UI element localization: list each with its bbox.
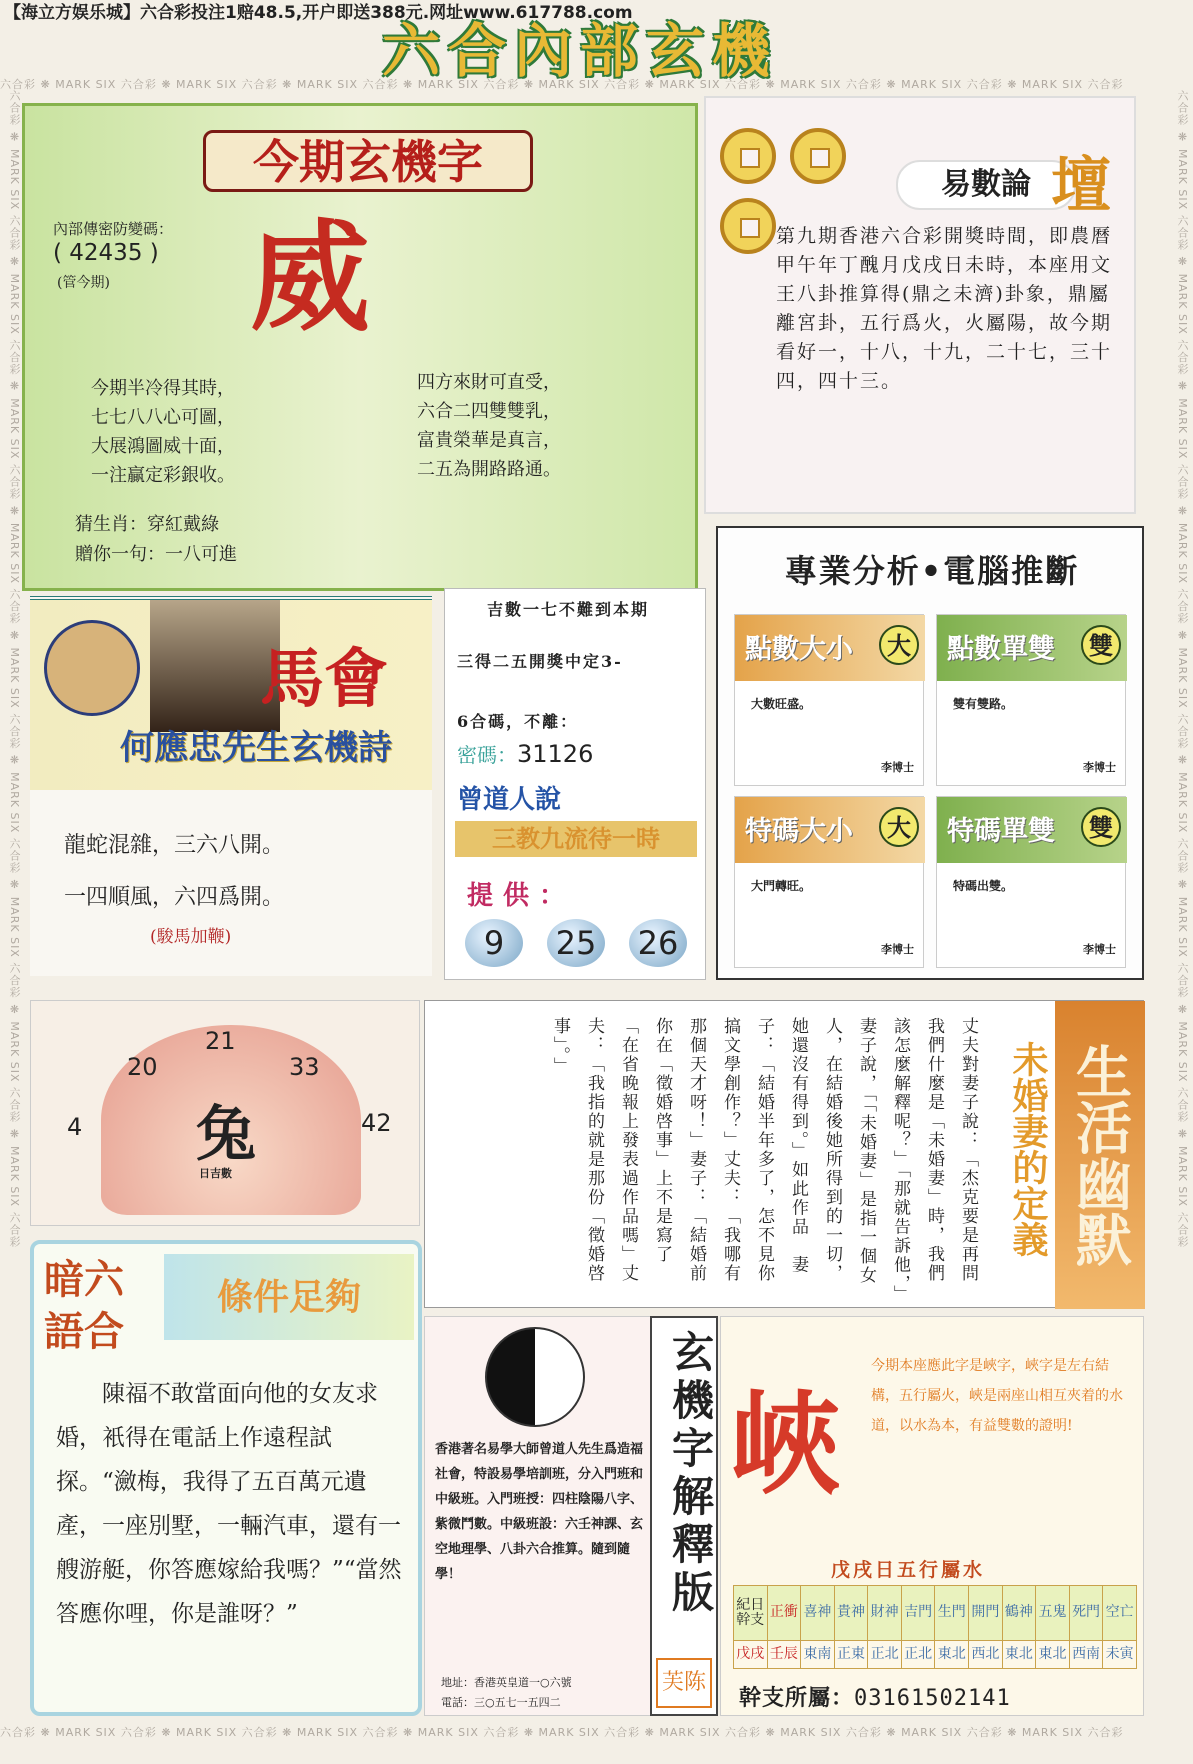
analysis-box-body: 大門轉旺。 (751, 879, 812, 893)
table-cell: 生門 (935, 1586, 969, 1641)
analysis-box (936, 796, 1126, 968)
analysis-box-body: 特碼出雙。 (953, 879, 1014, 893)
table-cell: 東南 (801, 1640, 835, 1668)
five-elements-table (733, 1585, 1137, 1669)
branch-belong (739, 1681, 1011, 1712)
humor-text: 丈夫對妻子說：「杰克要是再問我們什麼是「未婚妻」時，我們該怎麼解釋呢？」「那就告訴他，」妻子說，「「未婚妻」是指一個女人，在結婚後她所得到的一切，她還沒有得到。」如此作品 妻子：「結婚半年多了，怎不見你搞文學創作？」丈夫：「我哪有那個天才呀！」妻子：「結婚前你在「徵婚啓事」上不是寫了「在省晚報上發表過作品嗎」丈夫：「我指的就是那份「徵婚啓事」。」 (550, 1017, 978, 1296)
analysis-panel (716, 526, 1144, 980)
watermark-strip-bottom: 六合彩 ❋ MARK SIX 六合彩 ❋ MARK SIX 六合彩 ❋ MARK SIX 六合彩 ❋ MARK SIX 六合彩 ❋ MARK SIX 六合彩 ❋ MARK SIX 六合彩 ❋ MARK SIX 六合彩 ❋ MARK SIX 六合彩 ❋ MARK SIX 六合彩 (0, 1726, 1124, 1739)
explanation-vertical-title (650, 1316, 718, 1716)
table-cell: 空亡 (1103, 1586, 1137, 1641)
analysis-box-signature: 李博士 (881, 943, 914, 956)
watermark-strip-top: 六合彩 ❋ MARK SIX 六合彩 ❋ MARK SIX 六合彩 ❋ MARK SIX 六合彩 ❋ MARK SIX 六合彩 ❋ MARK SIX 六合彩 ❋ MARK SIX 六合彩 ❋ MARK SIX 六合彩 ❋ MARK SIX 六合彩 ❋ MARK SIX 六合彩 (0, 78, 1124, 91)
lucky-code (457, 739, 593, 768)
master-class-contact (441, 1673, 572, 1713)
table-cell: 吉門 (901, 1586, 935, 1641)
gift-phrase: 贈你一句：一八可進 (75, 544, 237, 565)
analysis-box-label: 特碼單雙 (947, 816, 1055, 847)
seal-stamp: 芙陈 (656, 1658, 712, 1708)
analysis-box-body: 大數旺盛。 (751, 697, 812, 711)
hidden-words-badge: 暗六語合 (44, 1256, 124, 1355)
jockey-club-note: (駿馬加鞭) (150, 927, 232, 947)
zodiac-guess: 猜生肖：穿紅戴綠 (75, 514, 219, 535)
analysis-box-signature: 李博士 (1083, 761, 1116, 774)
humor-title: 生活幽默 (1055, 1001, 1145, 1309)
analysis-box-body: 雙有雙路。 (953, 697, 1014, 711)
lotus-zodiac-char: 兔 (196, 1100, 256, 1170)
analysis-box-signature: 李博士 (881, 761, 914, 774)
lotus-lucky-panel (30, 1000, 420, 1226)
coin-icon (720, 198, 776, 254)
divination-title-suffix: 壇 (1051, 151, 1111, 221)
watermark-strip-right: 六合彩 ❋ MARK SIX 六合彩 ❋ MARK SIX 六合彩 ❋ MARK SIX 六合彩 ❋ MARK SIX 六合彩 ❋ MARK SIX 六合彩 ❋ MARK SIX 六合彩 ❋ MARK SIX 六合彩 ❋ MARK SIX 六合彩 ❋ MARK SIX 六合彩 (1176, 90, 1189, 1248)
secret-code: ( 42435 ) (53, 240, 159, 266)
table-cell: 鶴神 (1002, 1586, 1036, 1641)
jockey-club-logo-icon (44, 620, 140, 716)
table-cell: 貴神 (834, 1586, 868, 1641)
hidden-words-story: 陳福不敢當面向他的女友求婚，衹得在電話上作遠程試探。“瀲梅，我得了五百萬元遺產，一座別墅，一輛汽車，還有一艘游艇，你答應嫁給我嗎？”“當然答應你哩，你是誰呀？” (56, 1381, 402, 1627)
lucky-line-3: 6合碼，不離： (457, 712, 579, 731)
jockey-club-poem-panel (30, 596, 432, 976)
poem-right: 四方來財可直受， 六合二四雙雙乳， 富貴榮華是真言， 二五為開路路通。 (417, 372, 561, 480)
table-cell: 正北 (901, 1640, 935, 1668)
lucky-line-2: 三得二五開獎中定3- (457, 652, 623, 671)
table-cell: 西南 (1069, 1640, 1103, 1668)
table-row (734, 1640, 1137, 1668)
lucky-line-1: 吉數一七不難到本期 (487, 600, 650, 619)
table-cell: 東北 (1002, 1640, 1036, 1668)
master-says-band: 三教九流待一時 (455, 821, 697, 857)
table-cell: 西北 (969, 1640, 1003, 1668)
table-cell: 開門 (969, 1586, 1003, 1641)
table-cell: 喜神 (801, 1586, 835, 1641)
masthead-title: 六合內部玄機 (381, 17, 778, 85)
analysis-box (734, 614, 924, 786)
provide-label: 提供： (467, 881, 576, 911)
analysis-box-label: 特碼大小 (745, 816, 853, 847)
coin-icon (720, 128, 776, 184)
table-cell: 未寅 (1103, 1640, 1137, 1668)
analysis-box (734, 796, 924, 968)
mystery-word-panel (22, 103, 698, 591)
explained-char: 峽 (731, 1380, 841, 1509)
humor-panel (424, 1000, 1144, 1308)
number-ball: 26 (629, 919, 687, 967)
explanation-text: 今期本座應此字是峽字，峽字是左右結構，五行屬火，峽是兩座山相互夾着的水道，以水為本，有益雙數的證明! (871, 1358, 1123, 1434)
lotus-number: 33 (289, 1053, 320, 1081)
analysis-box-badge: 大 (879, 807, 919, 847)
master-says-title: 曾道人說 (457, 785, 562, 815)
master-class-address: 地址：香港英皇道一○六號 (441, 1676, 572, 1689)
analysis-box-badge: 雙 (1081, 807, 1121, 847)
divination-panel (704, 96, 1136, 514)
table-cell: 正衝 (767, 1586, 801, 1641)
analysis-box (936, 614, 1126, 786)
secret-code-label: 內部傳密防變碼： (53, 220, 174, 238)
master-class-text: 香港著名易學大師曾道人先生爲造福社會，特設易學培訓班，分入門班和中級班。入門班授：四柱陰陽八字、紫微鬥數。中級班設：六壬神課、玄空地理學、八卦六合推算。隨到隨學！ (435, 1442, 644, 1582)
character-explanation-panel (720, 1316, 1144, 1716)
poem-left: 今期半冷得其時， 七七八八心可圖， 大展鴻圖威十面， 一注贏定彩銀收。 (91, 378, 235, 486)
jockey-club-name: 馬會 (260, 642, 388, 717)
lotus-label: 日吉數 (199, 1167, 232, 1180)
jockey-club-poem: 龍蛇混雜，三六八開。 一四順風，六四爲開。 (64, 833, 285, 910)
jockey-club-subtitle: 何應忠先生玄機詩 (120, 728, 392, 768)
watermark-strip-left: 六合彩 ❋ MARK SIX 六合彩 ❋ MARK SIX 六合彩 ❋ MARK SIX 六合彩 ❋ MARK SIX 六合彩 ❋ MARK SIX 六合彩 ❋ MARK SIX 六合彩 ❋ MARK SIX 六合彩 ❋ MARK SIX 六合彩 ❋ MARK SIX 六合彩 (8, 90, 21, 1248)
analysis-box-label: 點數大小 (745, 634, 853, 665)
lotus-number: 42 (361, 1109, 392, 1137)
branch-belong-label: 幹支所屬： (739, 1685, 855, 1711)
table-cell: 東北 (1036, 1640, 1070, 1668)
divination-title: 易數論 (896, 160, 1076, 210)
analysis-box-signature: 李博士 (1083, 943, 1116, 956)
table-cell: 財神 (868, 1586, 902, 1641)
lotus-number: 21 (205, 1027, 236, 1055)
table-cell: 正東 (834, 1640, 868, 1668)
lotus-number: 20 (127, 1053, 158, 1081)
number-ball: 25 (547, 919, 605, 967)
coin-icon (790, 128, 846, 184)
lotus-number: 4 (67, 1113, 83, 1141)
analysis-title: 專業分析•電腦推斷 (784, 552, 1080, 590)
hidden-words-panel (30, 1240, 422, 1716)
table-cell: 戊戌 (734, 1640, 768, 1668)
mystery-big-char: 威 (250, 207, 370, 348)
hidden-words-title: 條件足夠 (164, 1254, 414, 1340)
master-class-phone: 電話：三○五七一五四二 (441, 1696, 561, 1709)
table-cell: 東北 (935, 1640, 969, 1668)
master-class-panel (424, 1316, 652, 1716)
analysis-box-label: 點數單雙 (947, 634, 1055, 665)
secret-code-note: (管今期) (57, 275, 110, 291)
analysis-box-badge: 雙 (1081, 625, 1121, 665)
divination-text: 第九期香港六合彩開獎時間，即農曆甲午年丁醜月戊戌日未時，本座用文王八卦推算得(鼎之未濟)卦象，鼎屬離宮卦，五行爲火，火屬陽，故今期看好一，十八，十九，二十七，三十四，四十三。 (776, 225, 1113, 392)
top-ad-line: 【海立方娱乐城】六合彩投注1赔48.5,开户即送388元.网址www.617788.com (4, 3, 633, 23)
number-ball: 9 (465, 919, 523, 967)
taiji-icon (485, 1327, 585, 1427)
lucky-number-panel (444, 588, 706, 980)
analysis-box-badge: 大 (879, 625, 919, 665)
lucky-code-value: 31126 (517, 740, 594, 768)
table-cell: 五鬼 (1036, 1586, 1070, 1641)
table-cell: 死門 (1069, 1586, 1103, 1641)
table-cell: 紀日 幹支 (734, 1586, 768, 1641)
branch-belong-value: 03161502141 (854, 1686, 1011, 1711)
mystery-word-title: 今期玄機字 (203, 130, 533, 192)
lucky-code-label: 密碼： (457, 743, 517, 767)
humor-subtitle: 未婚妻的定義 (1007, 1041, 1049, 1257)
five-elements-title: 戊戌日五行屬水 (831, 1559, 986, 1581)
table-cell: 壬辰 (767, 1640, 801, 1668)
table-row (734, 1586, 1137, 1641)
table-cell: 正北 (868, 1640, 902, 1668)
explanation-title-text: 玄機字解釋版 (666, 1330, 715, 1618)
